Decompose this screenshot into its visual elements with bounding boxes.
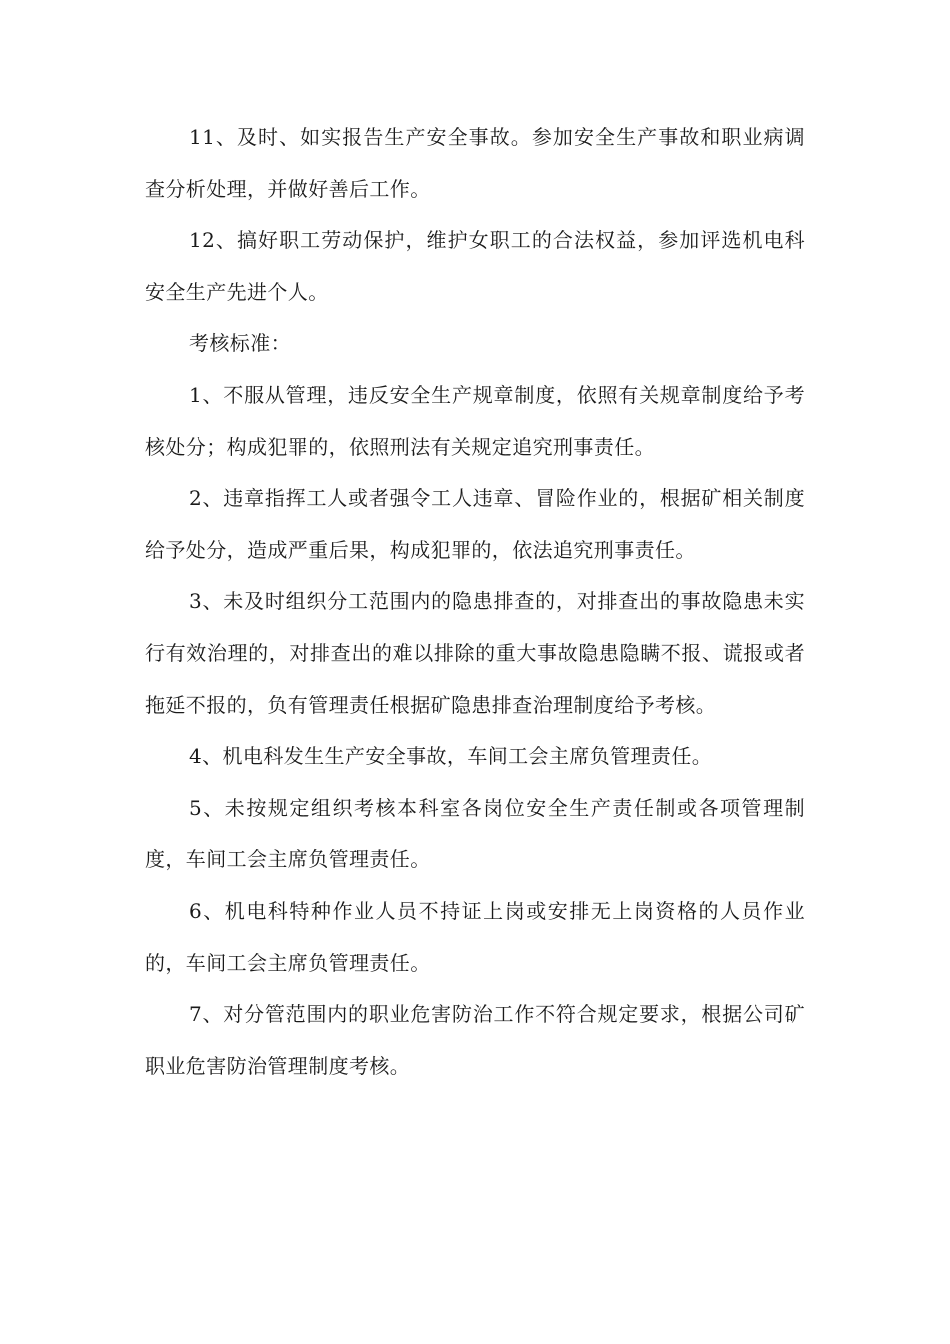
standard-item-6: 6、机电科特种作业人员不持证上岗或安排无上岗资格的人员作业的，车间工会主席负管理责任。	[145, 898, 805, 975]
standard-item-3: 3、未及时组织分工范围内的隐患排查的，对排查出的事故隐患未实行有效治理的，对排查出的难以排除的重大事故隐患隐瞒不报、谎报或者拖延不报的，负有管理责任根据矿隐患排查治理制度给予考核。	[145, 589, 805, 717]
document-body	[145, 112, 805, 1092]
standard-item-5: 5、未按规定组织考核本科室各岗位安全生产责任制或各项管理制度，车间工会主席负管理责任。	[145, 795, 805, 872]
standard-item-1: 1、不服从管理，违反安全生产规章制度，依照有关规章制度给予考核处分；构成犯罪的，依照刑法有关规定追究刑事责任。	[145, 382, 805, 459]
standard-item-4: 4、机电科发生生产安全事故，车间工会主席负管理责任。	[189, 744, 713, 769]
standard-item-7: 7、对分管范围内的职业危害防治工作不符合规定要求，根据公司矿职业危害防治管理制度考核。	[145, 1002, 805, 1078]
standard-item-2: 2、违章指挥工人或者强令工人违章、冒险作业的，根据矿相关制度给予处分，造成严重后果，构成犯罪的，依法追究刑事责任。	[145, 486, 805, 562]
paragraph-item-12: 12、搞好职工劳动保护，维护女职工的合法权益，参加评选机电科安全生产先进个人。	[145, 228, 805, 304]
section-heading-assessment-standards: 考核标准：	[189, 331, 291, 356]
paragraph-item-11: 11、及时、如实报告生产安全事故。参加安全生产事故和职业病调查分析处理，并做好善后工作。	[145, 125, 805, 201]
